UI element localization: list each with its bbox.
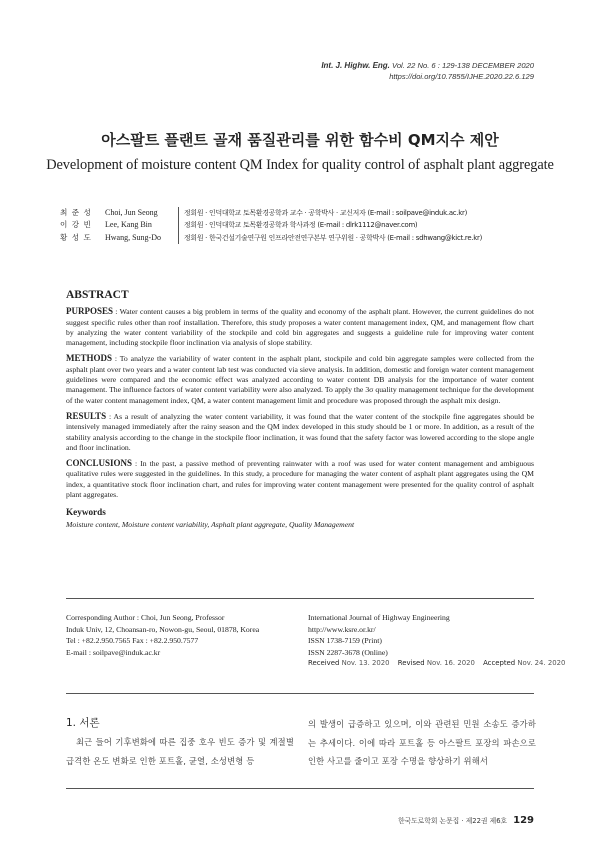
journal-info-name: International Journal of Highway Engineering: [308, 613, 450, 622]
author-affiliation: 정회원 · 인덕대학교 토목환경공학과 교수 · 공학박사 · 교신저자 (E-mail : soilpave@induk.ac.kr): [178, 207, 467, 219]
author-affiliation: 정회원 · 인덕대학교 토목환경공학과 학사과정 (E-mail : dlrk1112@naver.com): [178, 219, 417, 231]
body-paragraph: 의 발생이 급증하고 있으며, 이와 관련된 민원 소송도 증가하는 추세이다. 이에 따라 포트홀 등 아스팔트 포장의 파손으로 인한 사고를 줄이고 포장 수명을 향상하기 위해서: [308, 719, 536, 766]
abstract-results: [66, 411, 534, 453]
abstract-conclusions: [66, 458, 534, 500]
keywords-heading: Keywords: [66, 507, 106, 518]
corr-email: E-mail : soilpave@induk.ac.kr: [66, 647, 161, 657]
journal-url[interactable]: http://www.ksre.or.kr/: [308, 624, 376, 634]
body-text-right-column: [308, 715, 536, 771]
divider-line: [66, 598, 534, 599]
section-title: 1. 서론: [66, 717, 100, 729]
revised-date: Nov. 16. 2020: [426, 659, 475, 668]
corresponding-author-block: [66, 612, 306, 658]
page-number: 129: [513, 815, 534, 826]
accepted-date: Nov. 24. 2020: [517, 659, 566, 668]
journal-header: [321, 60, 534, 82]
author-row: [60, 232, 550, 244]
author-name-korean: 황 성 도: [60, 232, 92, 242]
page-footer: [398, 815, 534, 826]
body-paragraph: 최근 들어 기후변화에 따른 집중 호우 빈도 증가 및 계절별 급격한 온도 변화로 인한 포트홀, 균열, 소성변형 등: [66, 737, 294, 766]
journal-name: Int. J. Highw. Eng.: [321, 61, 390, 70]
received-date: Nov. 13. 2020: [341, 659, 390, 668]
author-row: [60, 207, 550, 219]
purposes-text: : Water content causes a big problem in terms of the quality and economy of the asphalt plant. However, the current guidelines do not suggest specific rules other than roof installation. Therefore, this study proposes a water content management index, QM, and management flow chart by analyzing the water content variability of the stockpile and cold bin aggregates and suggests a guideline rule for improving water content management, including stockpile floor inclination via analysis of slope stability.: [66, 307, 534, 348]
corr-line: Corresponding Author : Choi, Jun Seong, Professor: [66, 613, 225, 622]
divider-line: [66, 788, 534, 789]
accepted-label: Accepted: [483, 659, 516, 668]
abstract-methods: [66, 353, 534, 405]
author-name-english: Lee, Kang Bin: [105, 220, 152, 230]
purposes-label: PURPOSES: [66, 306, 114, 317]
author-name-english: Choi, Jun Seong: [105, 208, 158, 217]
doi-link[interactable]: https://doi.org/10.7855/IJHE.2020.22.6.129: [389, 72, 534, 81]
received-dates: [308, 658, 566, 670]
abstract-purposes: [66, 306, 534, 348]
divider-line: [66, 693, 534, 694]
keywords-text: Moisture content, Moisture content variability, Asphalt plant aggregate, Quality Management: [66, 519, 355, 529]
results-label: RESULTS: [66, 410, 107, 421]
title-korean: 아스팔트 플랜트 골재 품질관리를 위한 함수비 QM지수 제안: [101, 131, 499, 149]
corr-line: Tel : +82.2.950.7565 Fax : +82.2.950.7577: [66, 636, 199, 646]
conclusions-text: : In the past, a passive method of preventing rainwater with a roof was used for water content management and ambiguous qualitative rules were suggested in the guidelines. In this study, a procedure for managing the water content of asphalt plant aggregates using the QM index, a quantitative stock floor inclination chart, and rules for improving water content management were presented for the quality control of asphalt plant aggregates.: [66, 459, 534, 500]
abstract-heading: ABSTRACT: [66, 289, 129, 301]
received-label: Received: [308, 659, 340, 668]
corr-line: Induk Univ, 12, Choansan-ro, Nowon-gu, Seoul, 01878, Korea: [66, 624, 260, 634]
methods-label: METHODS: [66, 353, 113, 364]
volume-issue: Vol. 22 No. 6 : 129-138 DECEMBER 2020: [392, 61, 534, 70]
author-name-korean: 최 준 성: [60, 208, 92, 217]
body-text-left-column: [66, 733, 294, 770]
journal-info-block: [308, 612, 566, 670]
author-list: [60, 207, 550, 244]
footer-journal-text: 한국도로학회 논문집 · 제22권 제6호: [397, 817, 508, 825]
author-affiliation: 정회원 · 한국건설기술연구원 인프라안전연구본부 연구위원 · 공학박사 (E-mail : sdhwang@kict.re.kr): [178, 232, 482, 244]
revised-label: Revised: [397, 659, 425, 668]
title-english: Development of moisture content QM Index for quality control of asphalt plant aggregate: [46, 157, 554, 173]
author-row: [60, 219, 550, 231]
issn-online: ISSN 2287-3678 (Online): [308, 647, 388, 657]
author-name-korean: 이 강 빈: [60, 220, 92, 230]
author-name-english: Hwang, Sung-Do: [105, 232, 161, 242]
methods-text: : To analyze the variability of water content in the asphalt plant, stockpile and cold bin aggregate samples were collected from the asphalt plant over two years and a water content lab test was conducted via sieve analysis. In addition, domestic and foreign water content management guidelines were compared and the economic effect was analyzed according to water content DB analysis for the importance of water content management. The influence factors of water content variability were also analyzed. To apply the 3σ quality management technique for the development of the water content management index, QM, a water content management limit and procedure was proposed through the asphalt mix design.: [66, 354, 534, 405]
conclusions-label: CONCLUSIONS: [66, 458, 133, 469]
results-text: : As a result of analyzing the water content variability, it was found that the water content of the stockpile fine aggregates should be intensively managed immediately after the rainy season and the QM index developed in this study should be 1 or more. In addition, as a result of the stability analysis according to the change in the stockpile floor inclination, it was found that the safety factor was lowered according to the slope angle and floor inclination.: [66, 411, 534, 452]
issn-print: ISSN 1738-7159 (Print): [308, 636, 382, 646]
abstract-section: [66, 290, 534, 530]
